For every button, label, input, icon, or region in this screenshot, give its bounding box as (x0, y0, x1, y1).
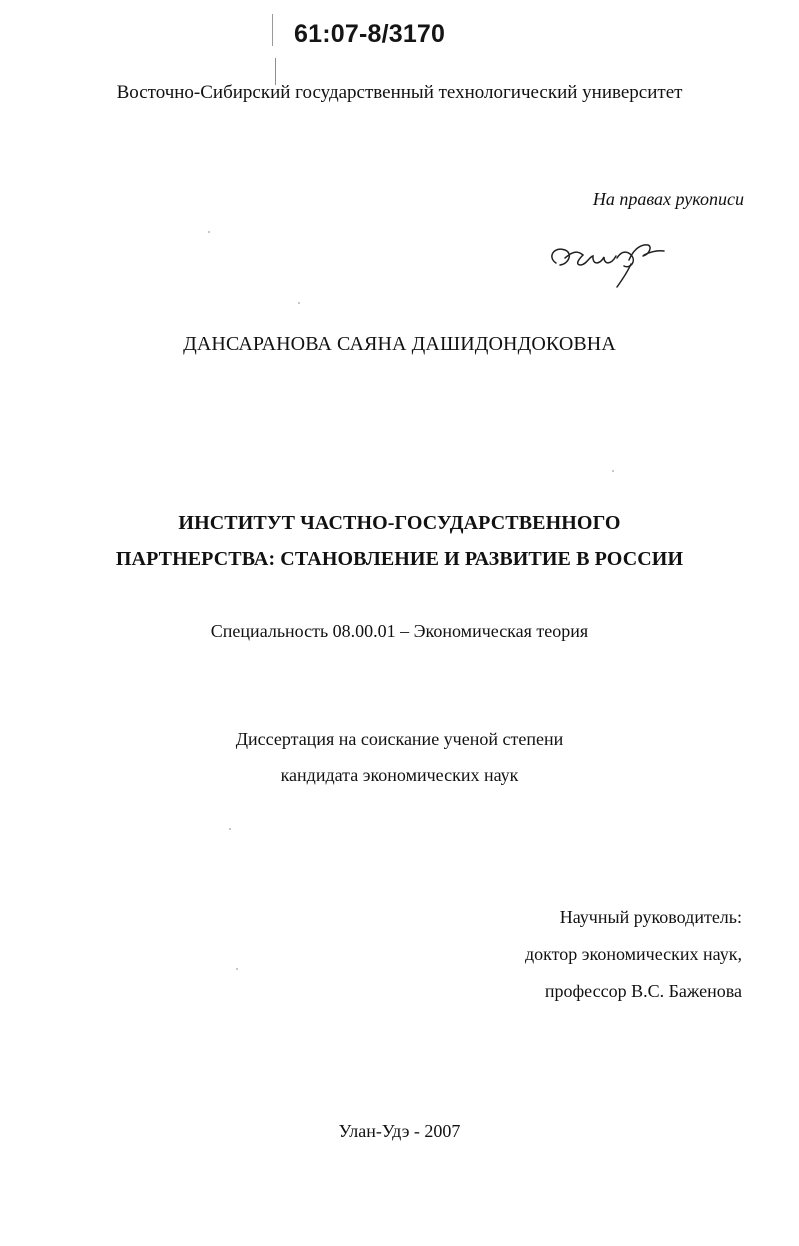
dissertation-title-line: ПАРТНЕРСТВА: СТАНОВЛЕНИЕ И РАЗВИТИЕ В РОССИИ (115, 548, 684, 570)
catalog-number: 61:07-8/3170 (294, 20, 446, 48)
scan-mark (272, 14, 273, 46)
degree-description-line: кандидата экономических наук (280, 765, 519, 785)
city-and-year: Улан-Удэ - 2007 (338, 1121, 461, 1141)
scan-speck (236, 968, 238, 970)
degree-description-line: Диссертация на соискание ученой степени (235, 729, 564, 749)
scan-speck (298, 302, 300, 304)
supervisor-name: профессор В.С. Баженова (544, 981, 742, 1001)
supervisor-degree: доктор экономических наук, (525, 944, 742, 964)
specialty: Специальность 08.00.01 – Экономическая теория (210, 621, 589, 641)
handwritten-signature-icon (544, 226, 668, 290)
author-name: ДАНСАРАНОВА САЯНА ДАШИДОНДОКОВНА (183, 333, 616, 355)
dissertation-title-line: ИНСТИТУТ ЧАСТНО-ГОСУДАРСТВЕННОГО (178, 512, 621, 534)
scan-speck (208, 231, 210, 233)
manuscript-note: На правах рукописи (592, 189, 744, 209)
scan-speck (612, 470, 614, 472)
university-name: Восточно-Сибирский государственный технологический университет (116, 82, 683, 103)
supervisor-label: Научный руководитель: (559, 907, 742, 927)
scan-mark (275, 58, 276, 85)
scan-speck (229, 828, 231, 830)
